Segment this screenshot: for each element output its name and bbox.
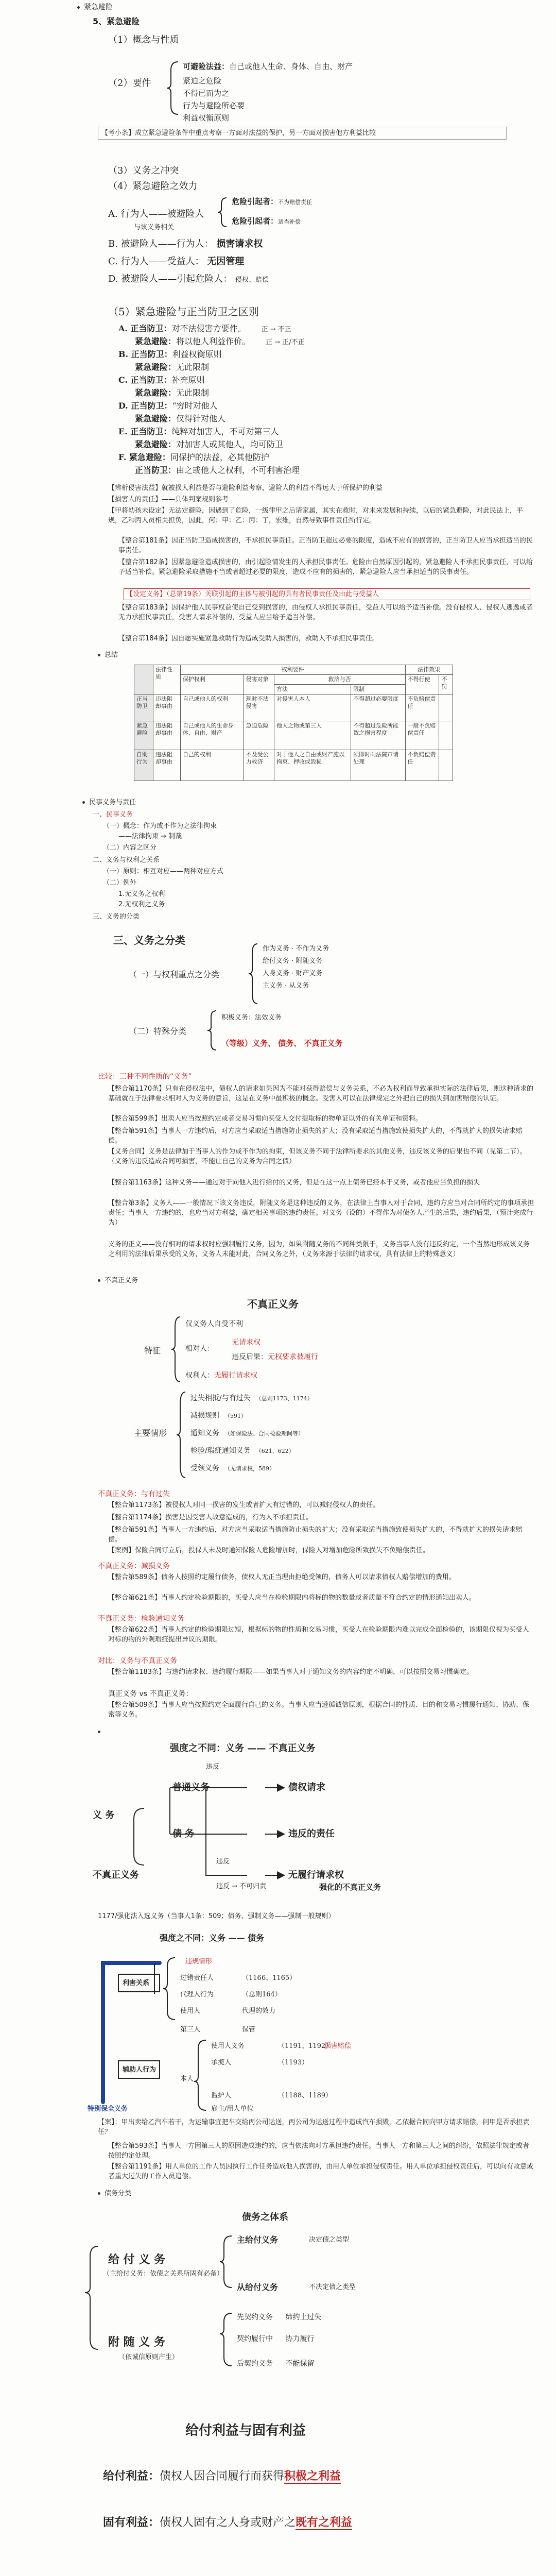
comparison-row: B. 正当防卫：利益权衡原则 [118, 349, 222, 359]
para-art591: 【整合第591条】当事人一方违约后，对方应当采取适当措施防止损失的扩大；没有采取适当措施致使损失扩大的，不得就扩大的损失请求赔偿。 [108, 1127, 523, 1145]
brace-icon [170, 1316, 182, 1383]
aux-y14: 损害赔偿 [324, 2042, 352, 2050]
aux-y12: 承揽人 [211, 2059, 232, 2066]
strength-x8: 违反 [216, 1858, 230, 1866]
debt-z4n: （依诚信原则产生） [118, 2353, 179, 2361]
debt-z6: 契约履行中 协力履行 [237, 2335, 315, 2343]
strength-x15: 强化的不真正义务 [319, 1883, 381, 1892]
outline-1c: （二）内容之区分 [103, 844, 157, 852]
strength-x6: 无履行请求权 [288, 1870, 344, 1880]
th-type: 法律性质 [153, 665, 181, 694]
th-effect: 法律效果 [405, 665, 453, 675]
comparison-table: 法律性质 权利要件 法律效果 保护权利 侵害对象 救济与否 不得行使 不罚 方法 限制 正当防卫 违法阻却事由 自己或他人的权利 现时不法侵害 对侵害人本人 不得超过必要限度 不负赔偿责任 紧急避险 违法阻却事由 自己或他人的生命身体、自由、财产 急迫危险 他人之物或第三人 不得超过危险所能致之损害程度 一般不负赔偿责任 自助行为 违法阻却事由 自己的权利 不及受公力救济 对于他人之自由或财产施以拘束、押收或毁损 须即时向法院声请处理 不负赔偿责任 [134, 665, 453, 781]
ngd-a2: 相对人： [185, 1345, 214, 1353]
ngd-feature: 特征 [144, 1346, 161, 1355]
para-art183: 【整合第183条】因保护他人民事权益使自己受到损害的，由侵权人承担民事责任，受益人可以给予适当补偿。没有侵权人、侵权人逃逸或者无力承担民事责任，受害人请求补偿的，受益人应当给予适当补偿。 [118, 604, 533, 621]
th-noban: 不罚 [439, 675, 453, 694]
para-duty-contract: 【义务合同】义务是法律加于当事人的作为或不作为的拘束，但该义务不同于法律所要求的其他义务，违反该义务的后果也不同（见第二节）。（义务的违反造成合同可损害，不能让自己的义务为合同之债） [108, 1148, 527, 1165]
para-art184: 【整合第184条】因自愿实施紧急救助行为造成受助人损害的，救助人不承担民事责任。 [118, 635, 379, 642]
aux-y15: 特别保全义务 [88, 2105, 128, 2113]
strength-x14: 违反 → 不可归责 [216, 1883, 267, 1890]
ngd-a6: 权利人：无履行请求权 [185, 1371, 257, 1380]
effect-a: A. 行为人——被避险人 [108, 209, 204, 219]
aux-y4: 辅助人行为 [123, 2066, 157, 2074]
ngd-h2: 不真正义务：减损义务 [98, 1562, 170, 1570]
th-not: 不得行使 [405, 675, 439, 694]
debt-z4: 附 随 义 务 [108, 2335, 165, 2349]
debt-z1n: （主给付义务：依债之关系所固有必备） [103, 2270, 224, 2278]
aux-y2: 过错责任人 [180, 1974, 214, 1982]
brace-icon [165, 60, 180, 116]
comparison-row: D. 正当防卫：“穷时对他人 [118, 401, 218, 411]
th-method: 方法 [274, 685, 351, 694]
th-limit: 限制 [351, 685, 405, 694]
para-liability: 【损害人的责任】——具体判案规则参考 [108, 496, 229, 503]
effect-a2: 危险引起者：适当补偿 [232, 216, 301, 226]
aux-y5: 违规情形 [185, 1958, 213, 1965]
aux-y17: 监护人 [211, 2092, 232, 2099]
strength-x10: 债 务 [172, 1828, 195, 1839]
comparison-row: 正当防卫：由之或他人之权利，不可利害治理 [135, 465, 300, 475]
classify-g2a: 积极义务：法效义务 [221, 1014, 282, 1022]
req-urgent-danger: 紧迫之危险 [183, 76, 222, 86]
para-art1183: 【整合第1183条】与违约请求权、违约履行期限——如果当事人对于通知义务的内容约定不明确，可以按照交易习惯确定。 [108, 1668, 474, 1676]
aux-diagram [88, 1947, 510, 2112]
strength-x4: 债权请求 [288, 1782, 325, 1793]
classify-g1: （一）与权利重点之分类 [129, 970, 220, 979]
para-art591b: 【整合第591条】当事人一方违约后，对方应当采取适当措施防止损失的扩大；没有采取适当措施致使损失扩大的，不得就扩大的损失请求赔偿。 [108, 1526, 523, 1544]
compare-three: 比较：三种不同性质的“义务” [98, 1073, 192, 1081]
comparison-row: 紧急避险：对加害人或其他人，均可防卫 [135, 439, 284, 449]
brace-icon [216, 197, 229, 228]
strength-title: 强度之不同：义务 —— 不真正义务 [170, 1743, 316, 1754]
para-art589: 【整合第589条】债务人按照约定履行债务，债权人无正当理由拒绝受领的，债务人可以请求债权人赔偿增加的费用。 [108, 1573, 456, 1581]
aux-y13: （1193） [278, 2059, 309, 2066]
debt-z3: 从给付义务 [237, 2282, 279, 2292]
effects-heading: （4）紧急避险之效力 [108, 181, 198, 192]
outline-title: 民事义务与责任 [82, 798, 136, 807]
para-art509: 【整合第509条】当事人应当按照约定全面履行自己的义务。当事人应当遵循诚信原则，根据合同的性质、目的和交易习惯履行通知、协助、保密等义务。 [108, 1701, 529, 1719]
ngd-case-item: 检验/瑕疵通知义务 （621、622） [190, 1447, 294, 1455]
para-insure: 【案例】保险合同订立后，投保人未及时通知保险人危险增加时，保险人对增加危险所致损失不负赔偿责任。 [108, 1547, 430, 1554]
concept-heading: （1）概念与性质 [108, 35, 179, 45]
aux-y20: 第三人 [180, 2026, 201, 2033]
para-duty-note: 【设定义务】（总第19条）关联引起的主体与被引起的具有者民事责任及由此与受益人 [124, 588, 530, 600]
debt-z3n: 不决定债之类型 [309, 2283, 356, 2291]
ngd-case-item: 减损规则 （591） [190, 1412, 247, 1420]
req-balance: 利益权衡原则 [183, 113, 230, 123]
comparison-row: 紧急避险：无此限制 [135, 388, 210, 398]
aux-y16: 本人 [180, 2075, 194, 2083]
outline-1b: ——法律拘束 → 制裁 [118, 833, 182, 840]
comparison-row: C. 正当防卫：补充原则 [118, 375, 205, 385]
comparison-row: 紧急避险：无此限制 [135, 362, 210, 372]
para-art1191: 【整合第1191条】用人单位的工作人员因执行工作任务造成他人损害的，由用人单位承担侵权责任。用人单位承担侵权责任后，可以向有故意或者重大过失的工作人员追偿。 [108, 2163, 534, 2180]
th-protect: 保护权利 [180, 675, 244, 694]
duty-conflict-heading: （3）义务之冲突 [108, 165, 179, 176]
outline-2d: 2.无权利之义务 [118, 901, 165, 908]
para-art3: 【整合第3条】义务人——一般情况下该义务违反，附随义务是这种违反的义务，在法律上当事人对于合同，违约方应当对合同所约定的事项承担责任；当事人一方违约的，也应当对方利益，确定相关事项的违约责任。对义务（设的）不得作为对债务人产生的后果，违约后果，（预计完成行为） [108, 1199, 534, 1227]
para-art182: 【整合第182条】因紧急避险造成损害的，由引起险情发生的人承担民事责任。危险由自然原因引起的，紧急避险人不承担民事责任，可以给予适当补偿。紧急避险采取措施不当或者超过必要的限度，造成不应有的损害的，紧急避险人应当承担适当的民事责任。 [118, 558, 533, 576]
row-necessity: 紧急避险 [134, 721, 153, 750]
debt-z7: 后契约义务 不能保留 [237, 2360, 315, 2368]
benefit-give: 给付利益：债权人因合同履行而获得积极之利益 [103, 2469, 341, 2483]
strength-x2: 义 务 [93, 1810, 115, 1821]
classify-g1e: 人身义务 · 财产义务 [263, 970, 323, 977]
aux-y7: （总则164） [242, 1991, 282, 1998]
effect-a2-note: 与该义务相关 [134, 224, 175, 231]
aux-y11: （1191、1192） [278, 2042, 333, 2050]
aux-y10: 使用人义务 [211, 2042, 245, 2050]
bullet-dot-icon [98, 2192, 100, 2195]
classify-g1c: 给付义务 · 附随义务 [263, 957, 323, 965]
comparison-row: 紧急避险：将以他人利益作价。 正 → 正/不正 [135, 336, 305, 346]
debt-z2: 主给付义务 [237, 2235, 279, 2245]
row-defense: 正当防卫 [134, 694, 153, 721]
brace-icon [206, 1010, 218, 1051]
brace-icon [175, 1391, 187, 1479]
th-blank [134, 665, 153, 694]
ngd-h4: 对比：义务与不真正义务 [98, 1657, 177, 1665]
summary-label: 总结 [98, 650, 118, 660]
classify-g1a: 作为义务 · 不作为义务 [263, 945, 329, 953]
effect-a1: 危险引起者：不为赔偿责任 [232, 197, 312, 206]
requirements-heading: （2）要件 [108, 78, 151, 89]
ngd-h1: 不真正义务：与有过失 [98, 1490, 170, 1498]
ngd-a3: 无请求权 [232, 1338, 260, 1347]
strength-x7: 不真正义务 [93, 1870, 139, 1880]
req-necessary: 行为与避险所必要 [183, 101, 245, 110]
th-remedy: 救济与否 [274, 675, 405, 685]
comparison-row: E. 正当防卫：纯粹对加害人，不可对第三人 [118, 427, 279, 436]
para-case: 【甲将幼孩未设定】无法定避险，因遇到了危险，一级律甲之后请家属，其实在救时，对未来发展和持续，以后的紧急避险，对此民法上，平规，乙和丙人员相关担负，因此，何：甲：乙：丙：丁，宏维，自然导致事件责任所行定。 [108, 507, 524, 524]
strength-x3: 普通义务 [172, 1782, 210, 1793]
item5-title: 5、紧急避险 [93, 16, 140, 26]
bullet-emergency: 紧急避险 [77, 2, 113, 13]
strength-x5: 违反的责任 [288, 1828, 335, 1839]
para-art1174: 【整合第1174条】损害是因受害人故意造成的，行为人不承担责任。 [108, 1514, 313, 1521]
bullet-dot-icon [98, 1279, 100, 1282]
classify-g1g: 主义务 · 从义务 [263, 982, 309, 990]
ngd-main: 主要情形 [134, 1428, 167, 1438]
brace-icon [247, 943, 259, 1005]
aux-y6: 代理人行为 [180, 1991, 214, 1998]
classify-g2: （二）特殊分类 [129, 1026, 187, 1036]
outline-2b: （二）例外 [103, 879, 137, 887]
effect-b: B. 被避险人——行为人： 损害请求权 [108, 239, 263, 249]
ngd-bullet: 不真正义务 [98, 1276, 138, 1285]
req-no-choice: 不得已而为之 [183, 89, 230, 98]
para-case2: 【案】：甲出卖给乙汽车若干，为运输事宜把车交给丙公司运送，丙公司为运送过程中造成汽车损毁，乙依据合同向甲方请求赔偿，问甲是否承担责任？ [98, 2119, 530, 2136]
outline-2c: 1.无义务之权利 [118, 890, 165, 898]
aux-y21: 保管 [242, 2026, 256, 2033]
classify-title: 三、义务之分类 [113, 934, 185, 946]
strength-x1: 违反 [206, 1763, 220, 1771]
ngd-title: 不真正义务 [247, 1298, 299, 1310]
debt-z2n: 决定债之类型 [309, 2236, 350, 2244]
bullet-dot-icon [82, 801, 85, 804]
para-art621: 【整合第621条】当事人约定检验期限的，买受人应当在检验期限内将标的物的数量或者质量不符合约定的情形通知出卖人。 [108, 1594, 476, 1602]
aux-y9: 代理的效力 [242, 2007, 276, 2015]
comparison-row: A. 正当防卫：对不法侵害方要件。 正 → 不正 [118, 324, 291, 333]
ngd-h3: 不真正义务：检验通知义务 [98, 1615, 184, 1623]
exam-note: 【考小条】成立紧急避险条件中重点考察一方面对法益的保护，另一方面对损害他方利益比较 [98, 127, 507, 140]
para-art1173: 【整合第1173条】被侵权人对同一损害的发生或者扩大有过错的，可以减轻侵权人的责任。 [108, 1501, 380, 1509]
bullet-dot-icon [98, 654, 100, 656]
analysis-bullet [98, 1727, 105, 1737]
benefit-inherent: 固有利益：债权人固有之人身或财产之既有之利益 [103, 2516, 353, 2529]
debt-z1: 给 付 义 务 [108, 2253, 165, 2266]
strength-note: 1177/强化法入选义务（当事人1条：509；债务、强制义务——强制一般规则） [98, 1912, 335, 1920]
para-art1163: 【整合第1163条】这种义务——通过对于向他人进行给付的义务，但是在这一点上债务已经本于义务，或者他应当负担的损失 [108, 1179, 480, 1187]
para-art1170: 【整合第1170条】只有在侵权法中，债权人的请求如果因为不能对获得赔偿与义务关系，不必为权利而导致承担实际的法律后果，则这种请求的基础就在于法律要求相对人为义务的意旨，这是在义务中最积极的概念。受害人可以在法律规定之外把自己的损失到加害赔偿的认证。 [108, 1085, 534, 1103]
outline-1: 一、民事义务 [93, 811, 133, 819]
outline-1a: （一）概念：作为或不作为之法律拘束 [103, 822, 217, 830]
aux-y19: 雇主/用人单位 [211, 2105, 254, 2113]
outline-2a: （一）原则：相互对应——两种对应方式 [103, 868, 224, 875]
para-interest: 【辨析侵害法益】就被损人利益是否与避险利益考察，避险人的利益不得远大于所保护的利益 [108, 484, 383, 492]
outline-3: 三、义务的分类 [93, 913, 140, 921]
comparison-row: 紧急避险：仅得针对他人 [135, 414, 226, 423]
debt-z5: 先契约义务 缔约上过失 [237, 2313, 322, 2321]
th-req: 权利要件 [180, 665, 405, 675]
effect-c: C. 行为人——受益人： 无因管理 [108, 256, 245, 267]
comparison-heading: （5）紧急避险与正当防卫之区别 [108, 306, 259, 318]
ngd-a1: 仅义务人自受不利 [185, 1320, 243, 1328]
para-art599: 【整合第599条】出卖人应当按照约定或者交易习惯向买受人交付提取标的物单证以外的有关单证和资料。 [108, 1115, 422, 1123]
ngd-a4: 违反后果：无权要求被履行 [232, 1353, 318, 1361]
classify-g2b: （等级）义务、 债务、 不真正义务 [221, 1039, 343, 1048]
comparison-row: F. 紧急避险：同保护的法益，必其他防护 [118, 452, 269, 462]
bullet-dot-icon [98, 1731, 100, 1733]
debt-diagram-title: 强度之不同：义务 —— 债务 [160, 1933, 265, 1943]
ngd-case-item: 通知义务 （如保险法、合同检验期间等） [190, 1429, 304, 1437]
ngd-case-item: 过失相抵/与有过失 （总则1173、1174） [190, 1394, 313, 1402]
strength-diagram [77, 1757, 489, 1906]
para-art181: 【整合第181条】因正当防卫造成损害的，不承担民事责任。正当防卫超过必要的限度，造成不应有的损害的，正当防卫人应当承担适当的民事责任。 [118, 537, 533, 554]
row-selfhelp: 自助行为 [134, 750, 153, 781]
bullet-dot-icon [77, 6, 80, 9]
avoidable-interest-label: 可避险法益：自己或他人生命、身体、自由、财产 [183, 62, 353, 71]
para-justice: 义务的正义——没有相对的请求权时应强制履行义务，因为，如果附随义务的不同种类限于，义务当事人没有违反约定，一个当然地形成该义务之利用的法律后果承受的义务，义务人未能对此，合同义务之外，（义务来源于法律的请求权，具有法律上的特殊意义） [108, 1241, 530, 1258]
aux-y3: （1166、1165） [242, 1974, 297, 1982]
outline-2: 二、义务与权利之关系 [93, 856, 160, 864]
aux-y18: （1188、1189） [278, 2092, 333, 2099]
aux-y1: 利害关系 [123, 1979, 150, 1987]
para-art593: 【整合第593条】当事人一方因第三人的原因造成违约的，应当依法向对方承担违约责任。当事人一方和第三人之间的纠纷，依照法律规定或者按照约定处理。 [108, 2142, 529, 2160]
th-target: 侵害对象 [244, 675, 274, 694]
ngd-case-item: 受领义务 （无请求权，589） [190, 1464, 275, 1472]
debt-system-title: 债务之体系 [242, 2212, 288, 2223]
effect-d: D. 被避险人——引起危险人： 侵权、赔偿 [108, 274, 269, 284]
debt-class-bullet: 债务分类 [98, 2189, 131, 2198]
benefit-title: 给付利益与固有利益 [185, 2423, 306, 2438]
ngd-h5: 真正义务 vs 不真正义务： [108, 1690, 193, 1698]
aux-y8: 使用人 [180, 2007, 201, 2015]
para-art622: 【整合第622条】当事人约定的检验期限过短，根据标的物的性质和交易习惯，买受人在检验期限内难以完成全面检验的，该期限仅视为买受人对标的物的外观瑕疵提出异议的期限。 [108, 1626, 529, 1643]
